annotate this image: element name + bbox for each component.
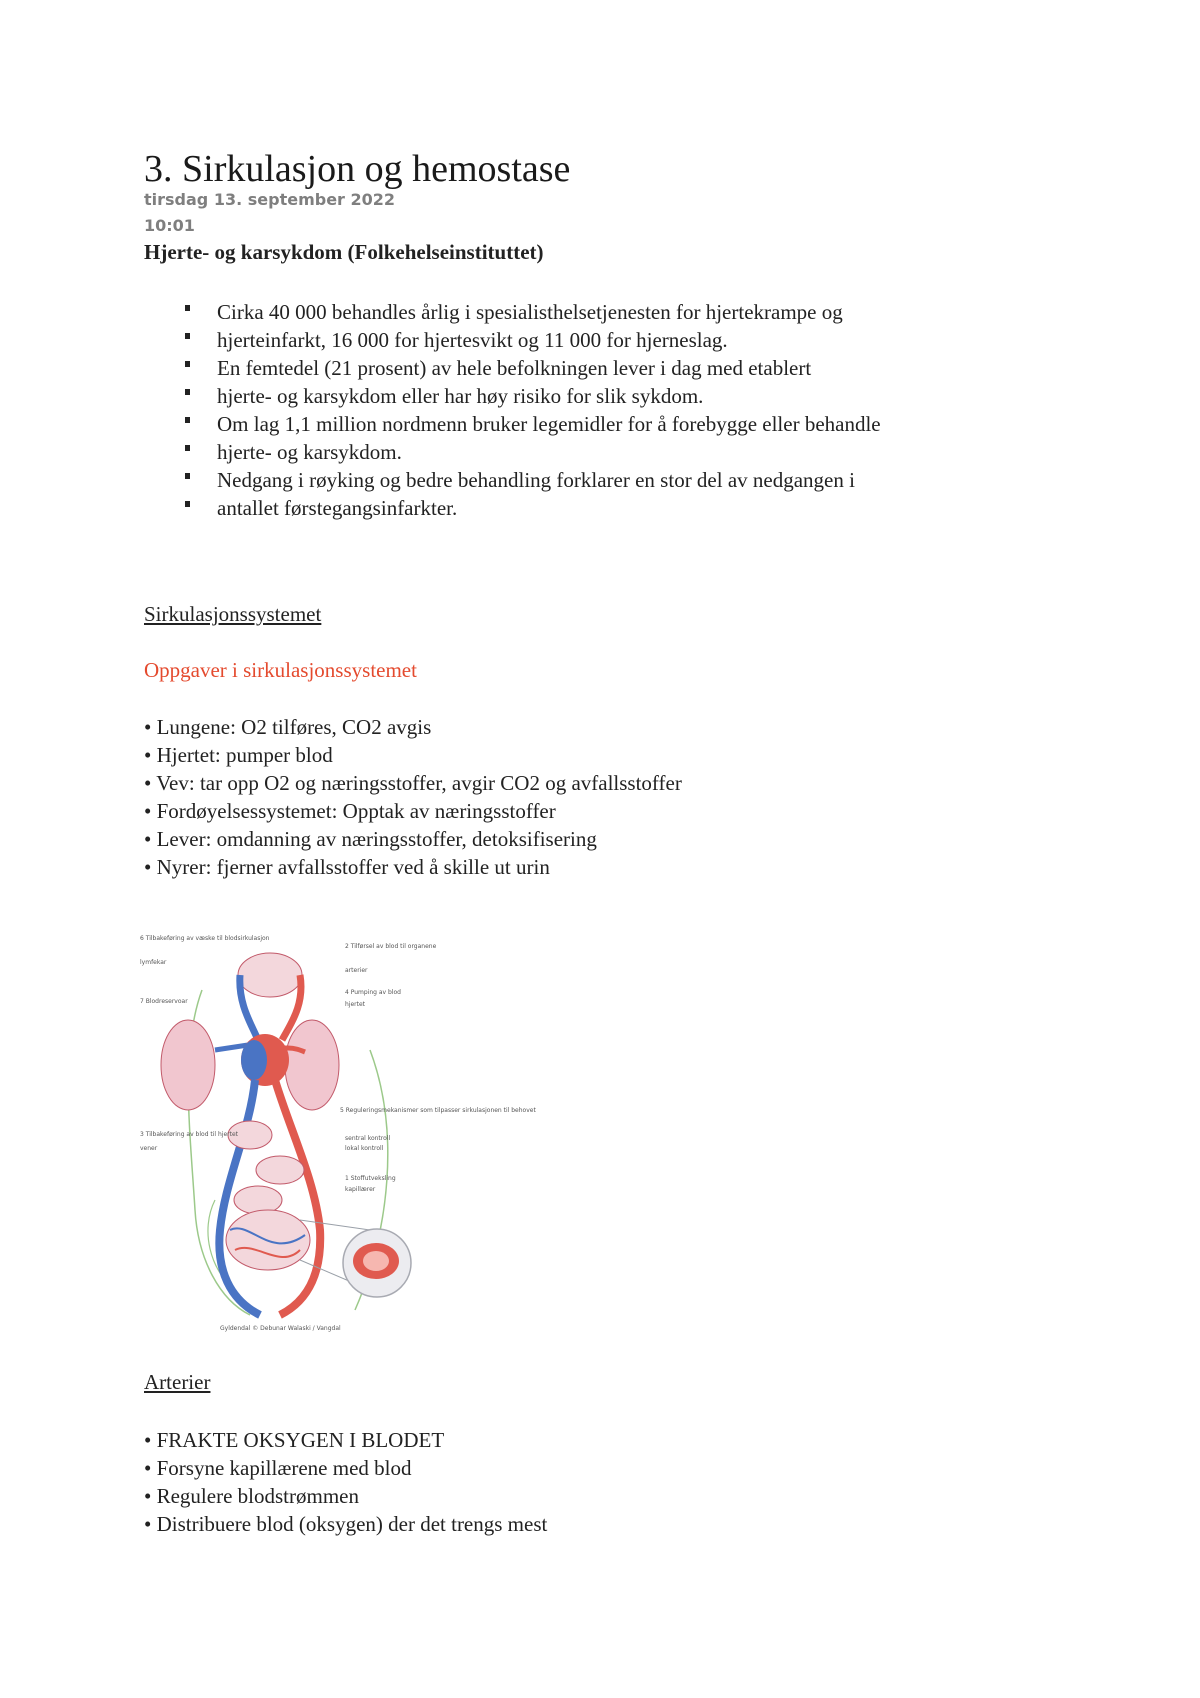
label-lymph-vessel: lymfekar bbox=[140, 959, 167, 966]
label-central-control: sentral kontroll bbox=[345, 1135, 391, 1142]
list-item: • Lungene: O2 tilføres, CO2 avgis bbox=[144, 715, 432, 739]
label-regulation: 5 Reguleringsmekanismer som tilpasser sirkulasjonen til behovet bbox=[340, 1107, 536, 1114]
list-item: • Distribuere blod (oksygen) der det trengs mest bbox=[144, 1512, 548, 1536]
list-item: • Fordøyelsessystemet: Opptak av næringsstoffer bbox=[144, 799, 556, 823]
bullet-square-icon bbox=[185, 389, 190, 395]
list-item: Om lag 1,1 million nordmenn bruker legemidler for å forebygge eller behandle bbox=[180, 410, 881, 438]
magnified-lumen bbox=[363, 1251, 389, 1271]
page-title: 3. Sirkulasjon og hemostase bbox=[144, 148, 571, 190]
label-pumping: 4 Pumping av blod bbox=[345, 989, 401, 996]
label-blood-reservoir: 7 Blodreservoar bbox=[140, 998, 188, 1005]
label-veins: vener bbox=[140, 1145, 158, 1152]
head-capillary-bed bbox=[238, 953, 302, 997]
list-item: • Nyrer: fjerner avfallsstoffer ved å skille ut urin bbox=[144, 855, 550, 879]
bullet-square-icon bbox=[185, 445, 190, 451]
list-item: • Vev: tar opp O2 og næringsstoffer, avgir CO2 og avfallsstoffer bbox=[144, 771, 682, 795]
label-capillaries: kapillærer bbox=[345, 1186, 376, 1193]
organ-capillary-bed bbox=[234, 1186, 282, 1214]
list-item: Nedgang i røyking og bedre behandling forklarer en stor del av nedgangen i bbox=[180, 466, 881, 494]
label-heart: hjertet bbox=[345, 1001, 366, 1008]
list-item: • Forsyne kapillærene med blod bbox=[144, 1456, 412, 1480]
heading-arterier: Arterier bbox=[144, 1370, 211, 1394]
label-local-control: lokal kontroll bbox=[345, 1145, 384, 1152]
list-item: hjerte- og karsykdom eller har høy risiko for slik sykdom. bbox=[180, 382, 881, 410]
heading-sirkulasjonssystemet: Sirkulasjonssystemet bbox=[144, 602, 322, 626]
arteries-list bbox=[144, 1426, 547, 1538]
bullet-square-icon bbox=[185, 473, 190, 479]
label-arteries: arterier bbox=[345, 967, 368, 974]
label-lymph-return: 6 Tilbakeføring av væske til blodsirkulasjon bbox=[140, 935, 270, 942]
label-supply: 2 Tilførsel av blod til organene bbox=[345, 943, 437, 950]
facts-list bbox=[180, 298, 881, 522]
figure-credit: Gyldendal © Debunar Walaski / Vangdal bbox=[220, 1325, 341, 1332]
circulation-diagram bbox=[140, 930, 536, 1340]
left-lung bbox=[161, 1020, 215, 1110]
zoom-line bbox=[300, 1220, 370, 1230]
note-time: 10:01 bbox=[144, 216, 195, 235]
list-item: hjerte- og karsykdom. bbox=[180, 438, 881, 466]
organ-capillary-bed bbox=[256, 1156, 304, 1184]
bullet-square-icon bbox=[185, 305, 190, 311]
label-exchange: 1 Stoffutveksling bbox=[345, 1175, 396, 1182]
heart-right-side bbox=[241, 1040, 267, 1080]
bullet-square-icon bbox=[185, 417, 190, 423]
list-item: • Hjertet: pumper blod bbox=[144, 743, 333, 767]
note-date: tirsdag 13. september 2022 bbox=[144, 190, 396, 209]
section-subheading: Hjerte- og karsykdom (Folkehelseinstituttet) bbox=[144, 240, 544, 264]
bullet-square-icon bbox=[185, 501, 190, 507]
list-item: • Regulere blodstrømmen bbox=[144, 1484, 359, 1508]
right-lung bbox=[285, 1020, 339, 1110]
bullet-square-icon bbox=[185, 361, 190, 367]
tasks-list bbox=[144, 713, 682, 881]
heading-oppgaver: Oppgaver i sirkulasjonssystemet bbox=[144, 658, 417, 682]
list-item: En femtedel (21 prosent) av hele befolkningen lever i dag med etablert bbox=[180, 354, 881, 382]
list-item: hjerteinfarkt, 16 000 for hjertesvikt og 11 000 for hjerneslag. bbox=[180, 326, 881, 354]
list-item: • FRAKTE OKSYGEN I BLODET bbox=[144, 1428, 445, 1452]
label-return-to-heart: 3 Tilbakeføring av blod til hjertet bbox=[140, 1131, 239, 1138]
bullet-square-icon bbox=[185, 333, 190, 339]
list-item: antallet førstegangsinfarkter. bbox=[180, 494, 881, 522]
list-item: • Lever: omdanning av næringsstoffer, detoksifisering bbox=[144, 827, 597, 851]
list-item: Cirka 40 000 behandles årlig i spesialisthelsetjenesten for hjertekrampe og bbox=[180, 298, 881, 326]
circulation-diagram-svg bbox=[140, 930, 536, 1340]
